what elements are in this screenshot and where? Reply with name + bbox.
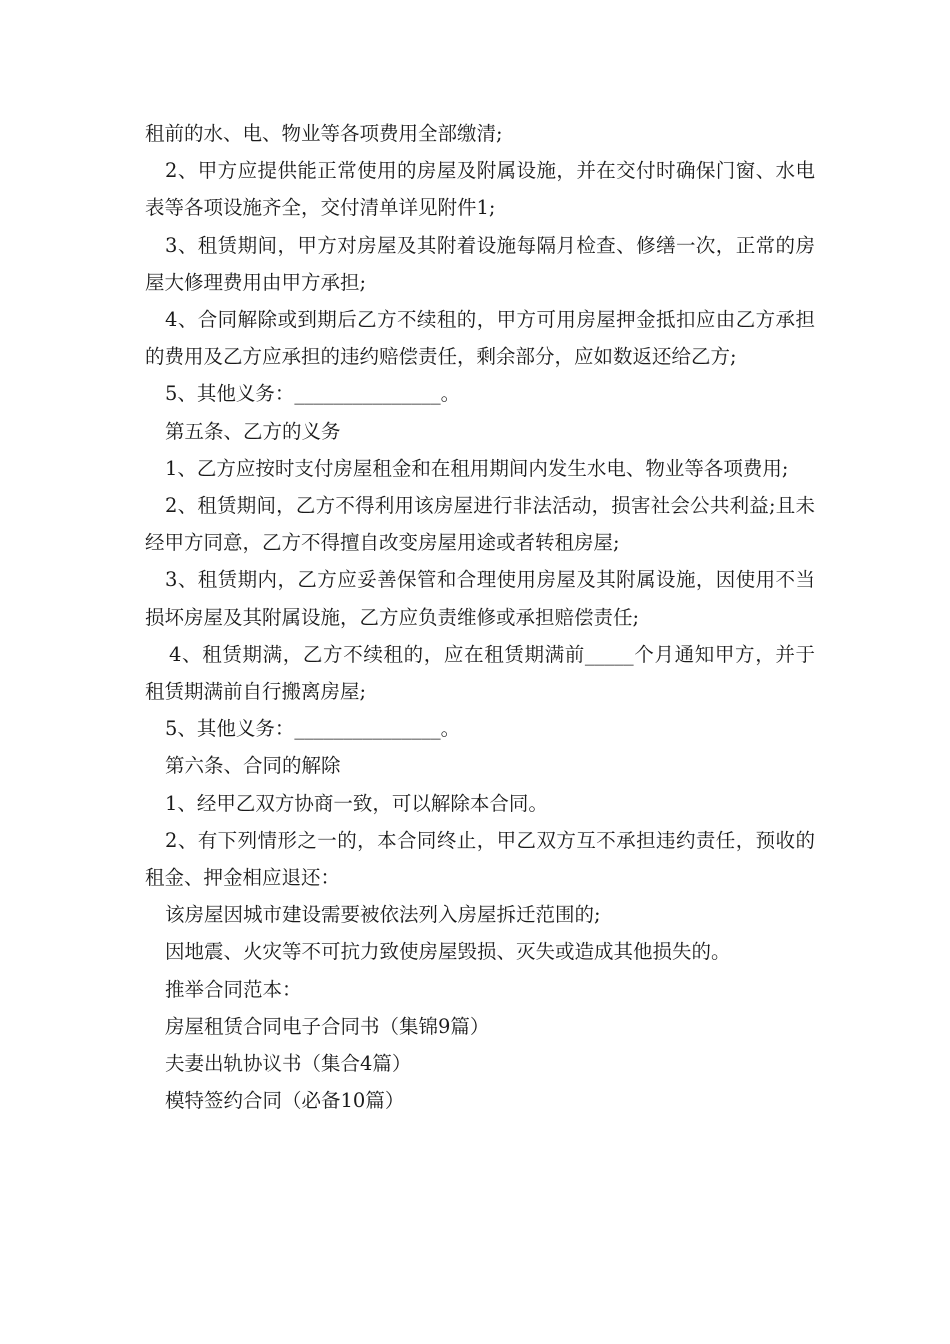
paragraph-landlord-duty-5: 5、其他义务：_______________。 [165, 382, 461, 406]
paragraph-landlord-duty-3: 3、租赁期间，甲方对房屋及其附着设施每隔月检查、修缮一次，正常的房屋大修理费用由甲方承担; [145, 233, 815, 294]
paragraph-landlord-duty-4: 4、合同解除或到期后乙方不续租的，甲方可用房屋押金抵扣应由乙方承担的费用及乙方应承担的违约赔偿责任，剩余部分，应如数返还给乙方; [145, 308, 815, 369]
paragraph-termination-1: 1、经甲乙双方协商一致，可以解除本合同。 [165, 791, 548, 815]
paragraph-tenant-duty-1: 1、乙方应按时支付房屋租金和在租用期间内发生水电、物业等各项费用; [165, 456, 789, 480]
document-body [145, 115, 815, 1119]
paragraph-termination-2: 2、有下列情形之一的，本合同终止，甲乙双方互不承担违约责任，预收的租金、押金相应退还： [145, 828, 815, 890]
paragraph-tenant-duty-3: 3、租赁期内，乙方应妥善保管和合理使用房屋及其附属设施，因使用不当损坏房屋及其附属设施，乙方应负责维修或承担赔偿责任; [145, 568, 815, 629]
paragraph-tenant-duty-2: 2、租赁期间，乙方不得利用该房屋进行非法活动，损害社会公共利益;且未经甲方同意，乙方不得擅自改变房屋用途或者转租房屋; [145, 494, 815, 555]
paragraph-landlord-duty-2: 2、甲方应提供能正常使用的房屋及附属设施，并在交付时确保门窗、水电表等各项设施齐全，交付清单详见附件1; [145, 159, 815, 220]
recommend-label: 推举合同范本： [165, 977, 302, 1001]
section-heading-article-5: 第五条、乙方的义务 [165, 419, 341, 443]
paragraph-termination-case-2: 因地震、火灾等不可抗力致使房屋毁损、灭失或造成其他损失的。 [165, 940, 731, 964]
recommend-link-2[interactable]: 夫妻出轨协议书（集合4篇） [165, 1052, 412, 1076]
paragraph-rent-fees: 租前的水、电、物业等各项费用全部缴清; [145, 122, 503, 145]
paragraph-tenant-duty-4: 4、租赁期满，乙方不续租的，应在租赁期满前_____个月通知甲方，并于租赁期满前自行搬离房屋; [145, 642, 815, 704]
recommend-link-3[interactable]: 模特签约合同（必备10篇） [165, 1089, 405, 1113]
paragraph-tenant-duty-5: 5、其他义务：_______________。 [165, 717, 461, 741]
paragraph-termination-case-1: 该房屋因城市建设需要被依法列入房屋拆迁范围的; [165, 903, 601, 927]
section-heading-article-6: 第六条、合同的解除 [165, 754, 341, 778]
recommend-link-1[interactable]: 房屋租赁合同电子合同书（集锦9篇） [165, 1014, 490, 1038]
